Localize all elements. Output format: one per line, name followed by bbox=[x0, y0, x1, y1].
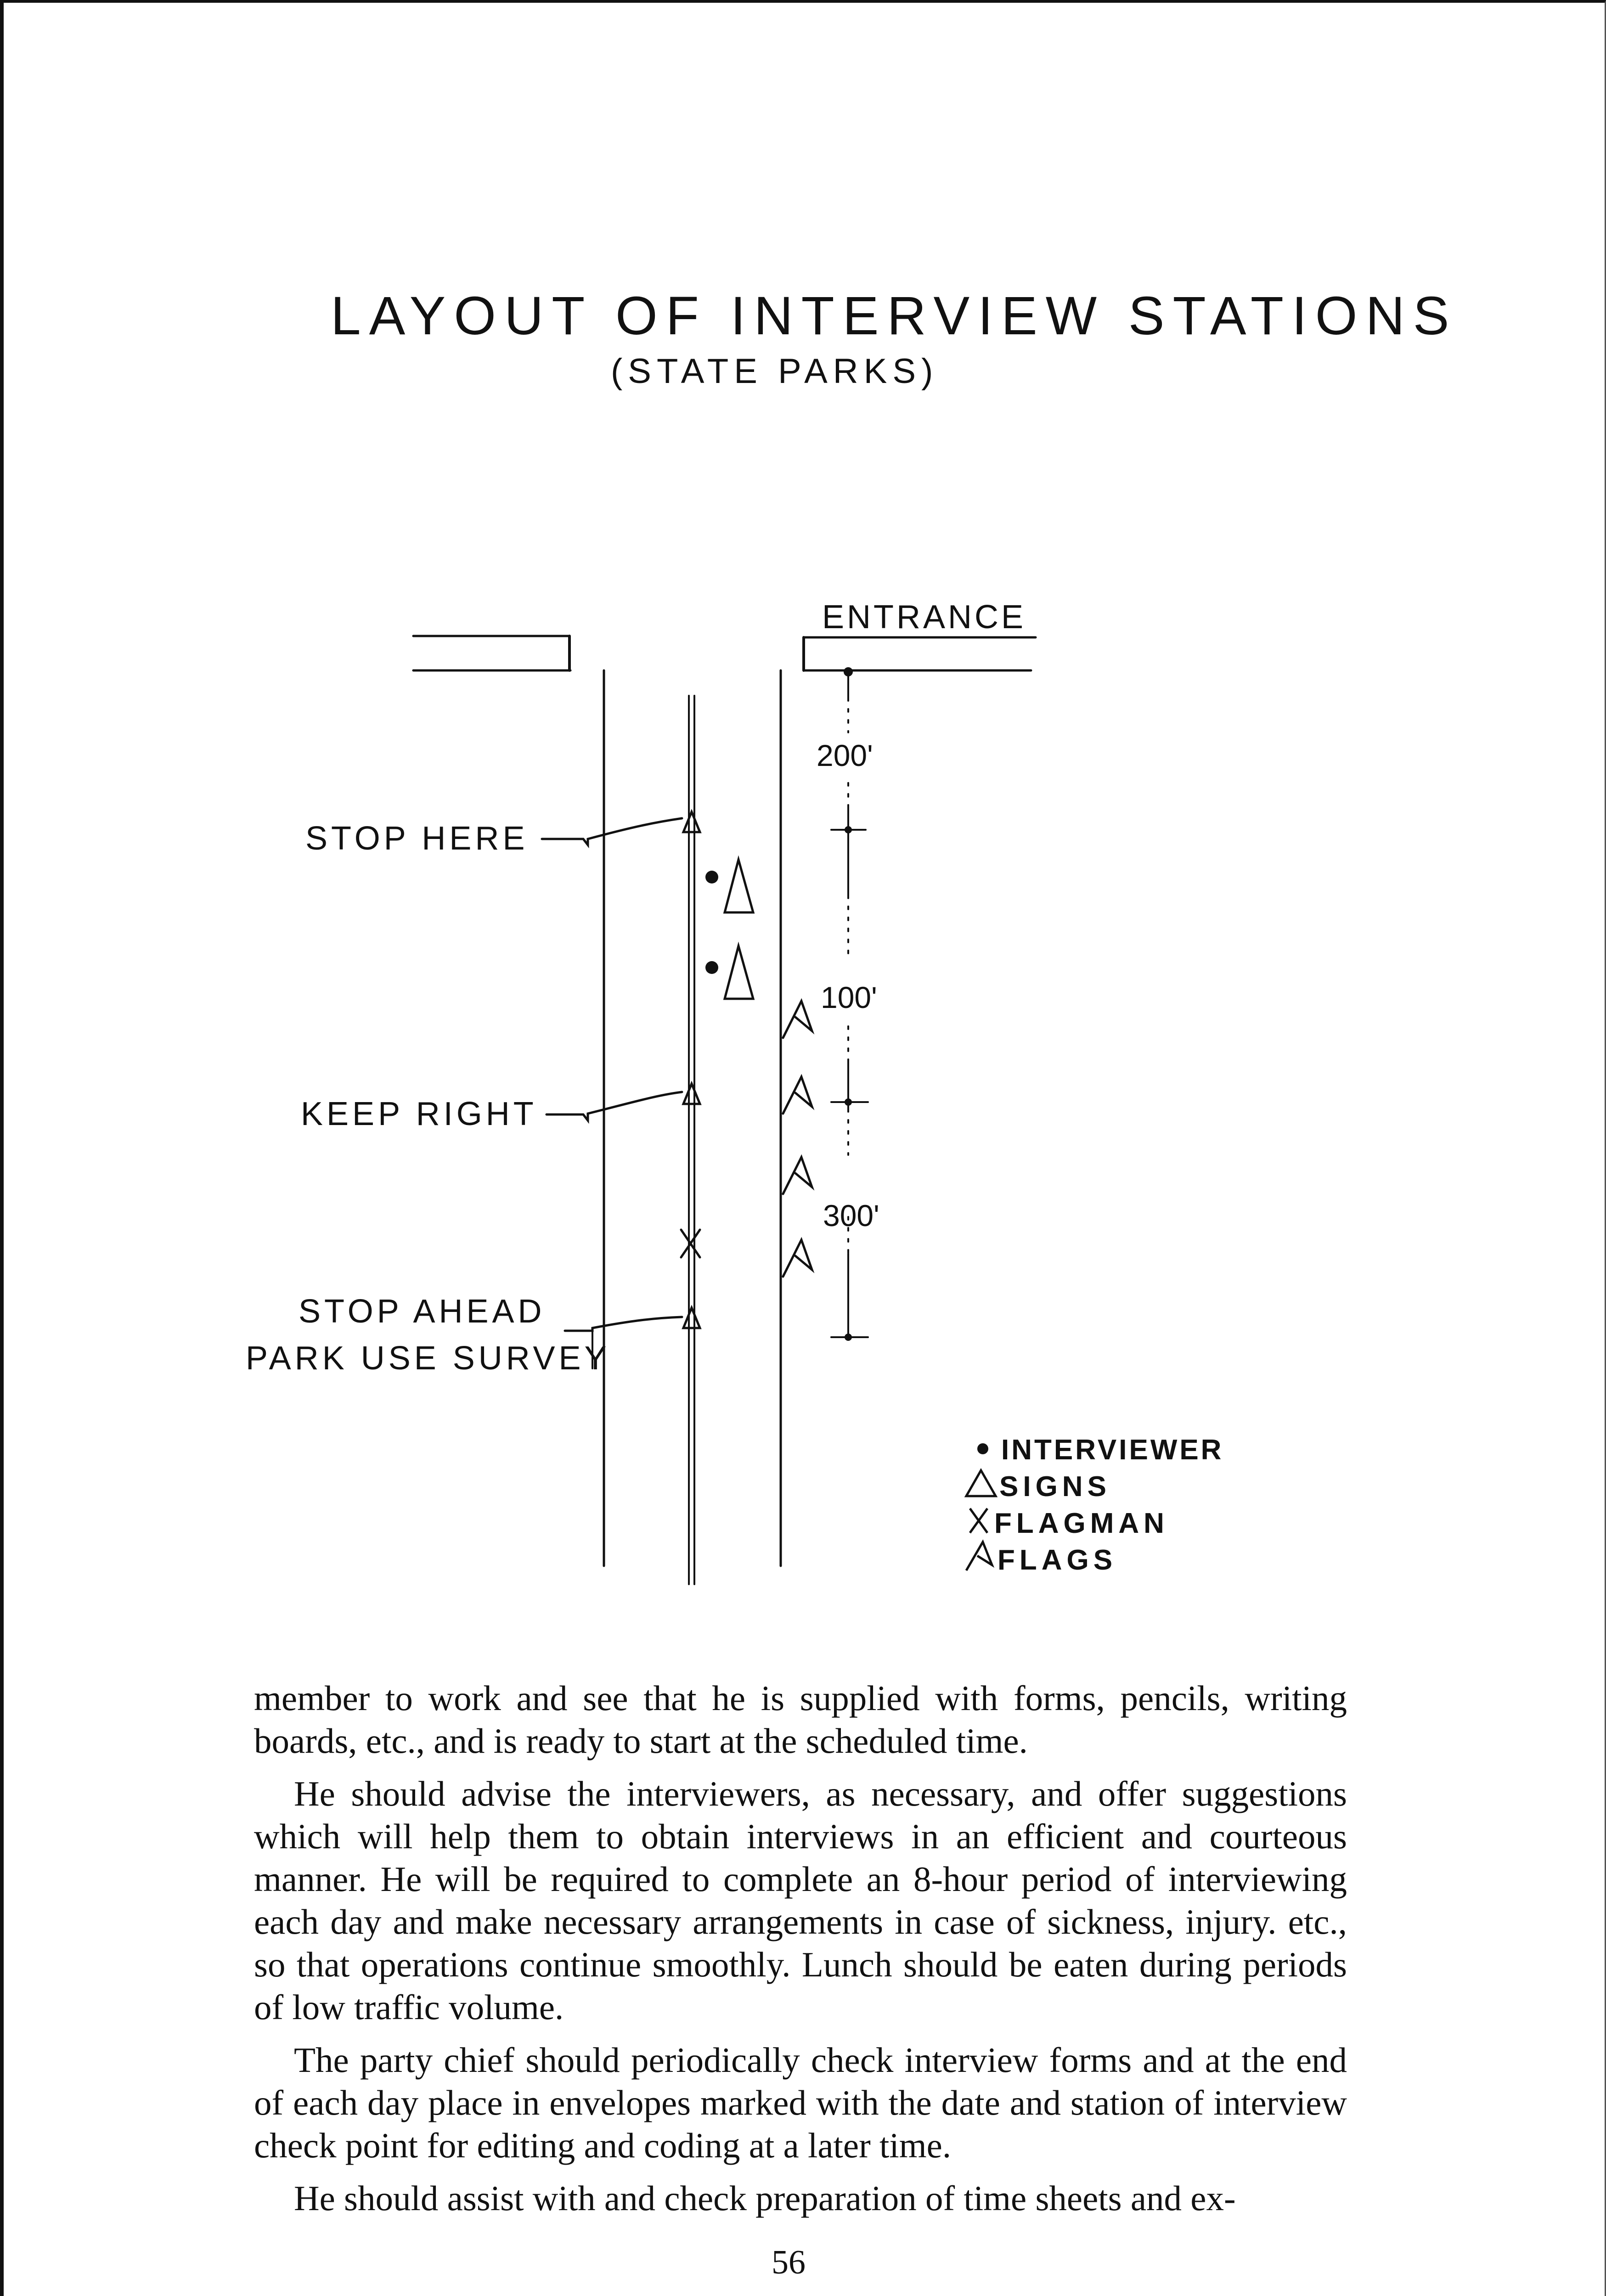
paragraph: The party chief should periodically check interview forms and at the end of each day place in envelopes marked with the date and station of interview check point for editing and coding at a later time. bbox=[254, 2040, 1347, 2165]
legend-flagman-label: FLAGMAN bbox=[994, 1508, 1169, 1539]
interviewer-sign-icon bbox=[725, 860, 753, 912]
paragraph: He should advise the interviewers, as necessary, and offer suggestions which will help them to obtain interviews in an efficient and courteous manner. He will be required to complete an 8-hour period of interviewing each day and make necessary arrangements in case of sickness, injury. etc., so that operations continue smoothly. Lunch should be eaten during periods of low traffic volume. bbox=[254, 1774, 1347, 2027]
distance-100-label: 100' bbox=[821, 980, 877, 1014]
distance-300-label: 300' bbox=[823, 1199, 879, 1232]
interviewer-sign-icon bbox=[725, 946, 753, 999]
legend-flags-icon bbox=[966, 1542, 992, 1570]
legend-signs-label: SIGNS bbox=[999, 1471, 1111, 1503]
keep-right-label: KEEP RIGHT bbox=[301, 1096, 537, 1132]
interviewer-dot-icon bbox=[705, 961, 718, 974]
page-subtitle: (STATE PARKS) bbox=[611, 352, 939, 391]
legend-flagman-icon bbox=[970, 1508, 987, 1533]
stop-ahead-leader bbox=[565, 1317, 682, 1331]
flag-icon bbox=[783, 1240, 812, 1277]
interviewer-dot-icon bbox=[705, 871, 718, 884]
entrance-road bbox=[804, 637, 1036, 670]
flag-icon bbox=[783, 1001, 812, 1038]
page-title: LAYOUT OF INTERVIEW STATIONS bbox=[331, 286, 1458, 346]
paragraph: member to work and see that he is supplied with forms, pencils, writing boards, etc., and is ready to start at the scheduled time. bbox=[254, 1678, 1347, 1761]
stop-here-label: STOP HERE bbox=[305, 820, 529, 857]
road-center-line bbox=[689, 696, 694, 1584]
interview-station-diagram bbox=[230, 579, 1286, 1598]
page-number: 56 bbox=[772, 2244, 806, 2281]
legend-interviewer-label: INTERVIEWER bbox=[1001, 1434, 1224, 1466]
legend-flags-label: FLAGS bbox=[997, 1544, 1117, 1576]
entrance-label: ENTRANCE bbox=[822, 599, 1026, 636]
stop-here-leader bbox=[542, 818, 682, 845]
legend-signs-icon bbox=[966, 1470, 996, 1496]
stop-ahead-label: STOP AHEAD bbox=[299, 1293, 546, 1330]
park-use-survey-label: PARK USE SURVEY bbox=[246, 1340, 610, 1377]
paragraph: He should assist with and check preparation of time sheets and ex- bbox=[294, 2178, 1236, 2218]
stop-here-sign-icon bbox=[683, 812, 700, 832]
body-text bbox=[254, 1677, 1347, 2230]
keep-right-leader bbox=[547, 1092, 682, 1120]
distance-200-label: 200' bbox=[817, 738, 873, 772]
flag-icon bbox=[783, 1077, 812, 1114]
legend-interviewer-icon bbox=[977, 1443, 988, 1454]
flagman-icon bbox=[681, 1230, 700, 1257]
keep-right-sign-icon bbox=[683, 1084, 700, 1104]
left-cross-road bbox=[413, 636, 570, 670]
flag-icon bbox=[783, 1157, 812, 1194]
stop-ahead-sign-icon bbox=[683, 1308, 700, 1328]
legend bbox=[966, 1434, 1223, 1576]
